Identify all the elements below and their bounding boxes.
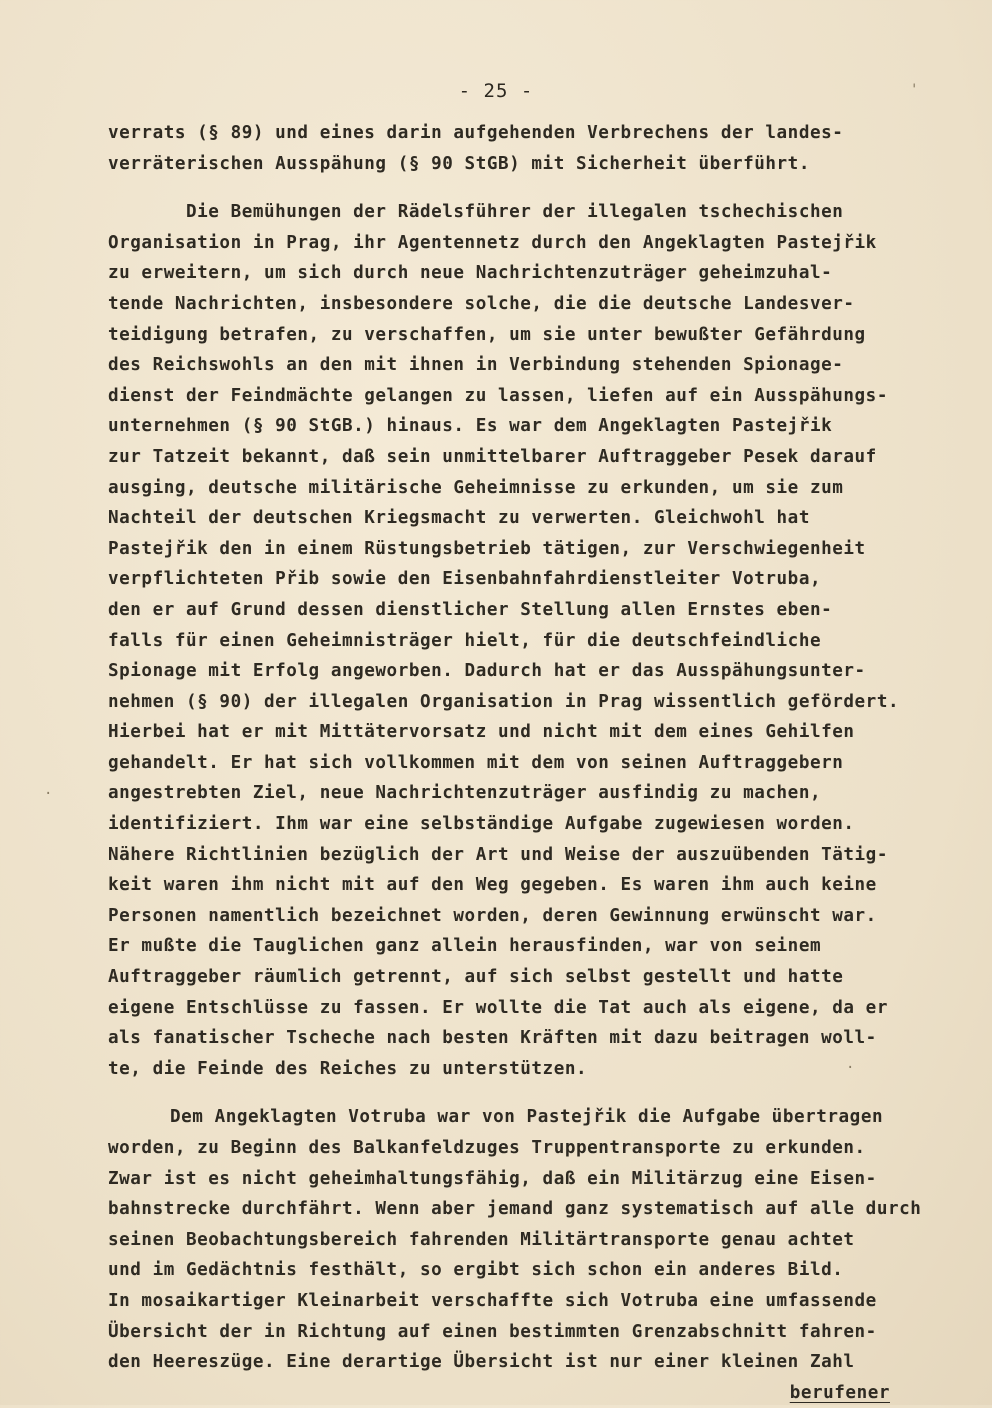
text-line: Die Bemühungen der Rädelsführer der illegalen tschechischen (186, 202, 844, 223)
text-line: seinen Beobachtungsbereich fahrenden Militärtransporte genau achtet (108, 1229, 855, 1250)
text-line: Dem Angeklagten Votruba war von Pastejřik die Aufgabe übertragen (170, 1107, 884, 1128)
text-line: und im Gedächtnis festhält, so ergibt sich schon ein anderes Bild. (108, 1260, 844, 1281)
text-line: den er auf Grund dessen dienstlicher Stellung allen Ernstes eben- (108, 599, 833, 620)
margin-mark: ' (910, 82, 919, 98)
catchword: berufener (789, 1382, 890, 1403)
text-line: Nachteil der deutschen Kriegsmacht zu verwerten. Gleichwohl hat (108, 508, 810, 529)
text-line: Übersicht der in Richtung auf einen bestimmten Grenzabschnitt fahren- (108, 1321, 877, 1342)
text-line: verräterischen Ausspähung (§ 90 StGB) mit Sicherheit überführt. (108, 153, 810, 174)
text-line: falls für einen Geheimnisträger hielt, für die deutschfeindliche (108, 630, 822, 651)
text-line: Hierbei hat er mit Mittätervorsatz und nicht mit dem eines Gehilfen (108, 722, 855, 743)
text-line: Organisation in Prag, ihr Agentennetz durch den Angeklagten Pastejřik (108, 232, 877, 253)
text-line: ausging, deutsche militärische Geheimnisse zu erkunden, um sie zum (108, 477, 844, 498)
text-line: angestrebten Ziel, neue Nachrichtenzuträger ausfindig zu machen, (108, 783, 822, 804)
text-line: unternehmen (§ 90 StGB.) hinaus. Es war dem Angeklagten Pastejřik (108, 416, 833, 437)
text-line: Auftraggeber räumlich getrennt, auf sich selbst gestellt und hatte (108, 967, 844, 988)
text-line: verpflichteten Přib sowie den Eisenbahnfahrdienstleiter Votruba, (108, 569, 822, 590)
text-line: zur Tatzeit bekannt, daß sein unmittelbarer Auftraggeber Pesek darauf (108, 446, 877, 467)
text-line: Personen namentlich bezeichnet worden, deren Gewinnung erwünscht war. (108, 905, 877, 926)
text-line: Er mußte die Tauglichen ganz allein herausfinden, war von seinem (108, 936, 822, 957)
text-line: tende Nachrichten, insbesondere solche, die die deutsche Landesver- (108, 293, 855, 314)
margin-mark: · (44, 786, 53, 802)
margin-mark: · (846, 1060, 855, 1076)
text-line: den Heereszüge. Eine derartige Übersicht ist nur einer kleinen Zahl (108, 1352, 855, 1373)
text-line: teidigung betrafen, zu verschaffen, um sie unter bewußter Gefährdung (108, 324, 866, 345)
page-number: - 25 - (458, 80, 534, 102)
text-line: te, die Feinde des Reiches zu unterstützen. (108, 1058, 588, 1079)
text-line: gehandelt. Er hat sich vollkommen mit dem von seinen Auftraggebern (108, 752, 844, 773)
document-body (108, 118, 978, 1408)
text-line: In mosaikartiger Kleinarbeit verschaffte sich Votruba eine umfassende (108, 1290, 877, 1311)
text-line: Pastejřik den in einem Rüstungsbetrieb tätigen, zur Verschwiegenheit (108, 538, 866, 559)
text-line: Zwar ist es nicht geheimhaltungsfähig, daß ein Militärzug eine Eisen- (108, 1168, 877, 1189)
text-line: identifiziert. Ihm war eine selbständige Aufgabe zugewiesen worden. (108, 814, 855, 835)
text-line: als fanatischer Tscheche nach besten Kräften mit dazu beitragen woll- (108, 1028, 877, 1049)
text-line: Nähere Richtlinien bezüglich der Art und Weise der auszuübenden Tätig- (108, 844, 888, 865)
text-line: zu erweitern, um sich durch neue Nachrichtenzuträger geheimzuhal- (108, 263, 833, 284)
text-line: keit waren ihm nicht mit auf den Weg gegeben. Es waren ihm auch keine (108, 875, 877, 896)
text-line: bahnstrecke durchfährt. Wenn aber jemand ganz systematisch auf alle durch (108, 1199, 922, 1220)
text-line: nehmen (§ 90) der illegalen Organisation in Prag wissentlich gefördert. (108, 691, 900, 712)
text-line: verrats (§ 89) und eines darin aufgehenden Verbrechens der landes- (108, 123, 844, 143)
text-line: eigene Entschlüsse zu fassen. Er wollte die Tat auch als eigene, da er (108, 997, 888, 1018)
text-line: dienst der Feindmächte gelangen zu lassen, liefen auf ein Ausspähungs- (108, 385, 888, 406)
text-line: worden, zu Beginn des Balkanfeldzuges Truppentransporte zu erkunden. (108, 1138, 866, 1158)
text-line: des Reichswohls an den mit ihnen in Verbindung stehenden Spionage- (108, 355, 844, 376)
text-line: Spionage mit Erfolg angeworben. Dadurch hat er das Ausspähungsunter- (108, 661, 866, 682)
